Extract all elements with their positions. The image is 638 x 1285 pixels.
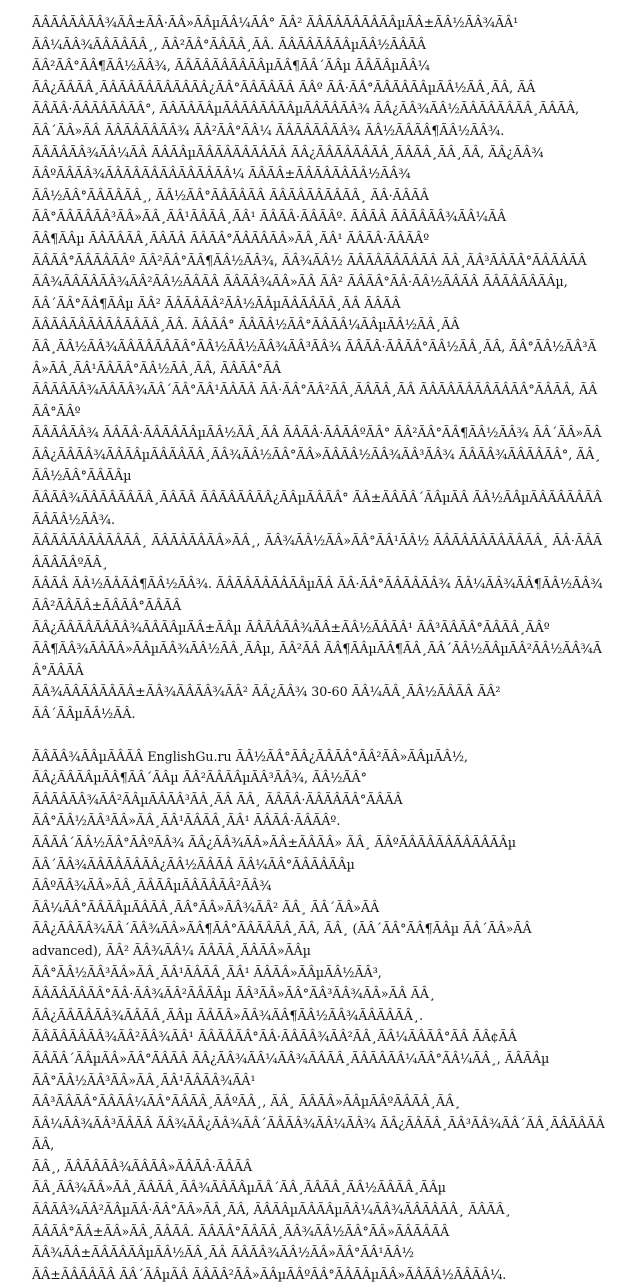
- paragraph-gap: [32, 725, 606, 746]
- paragraph-2: ÃÂÃÂ¾ÃÂµÃÂÃÂ EnglishGu.ru ÃÂ½ÃÂ°ÃÂ¿ÃÂÃÂ°ÃÂ²ÃÂ»ÃÂµÃÂ½, ÃÂ¿ÃÂÃÂµÃÂ¶ÃÂ´ÃÂµ ÃÂ²ÃÂÃÂµÃÂ³ÃÂ¾, ÃÂ½ÃÂ° ÃÂÃÂÃÂ¾ÃÂ²ÃÂµÃÂÃÂ³ÃÂ¸ÃÂ ÃÂ¸ ÃÂÃÂ·ÃÂÃÂÃÂ°ÃÂÃÂ ÃÂ°ÃÂ½ÃÂ³ÃÂ»ÃÂ¸ÃÂ¹ÃÂÃÂ¸ÃÂ¹ ÃÂÃÂ·ÃÂÃÂº. ÃÂÃÂ´ÃÂ½ÃÂ°ÃÂºÃÂ¾ ÃÂ¿ÃÂ¾ÃÂ»ÃÂ±ÃÂÃÂ» ÃÂ¸ ÃÂºÃÂÃÂÃÂÃÂÃÂÃÂµ ÃÂ´ÃÂ¾ÃÂÃÂÃÂÃÂ¿ÃÂ½ÃÂÃÂ ÃÂ¼ÃÂ°ÃÂÃÂÃÂµ ÃÂºÃÂ¾ÃÂ»ÃÂ¸ÃÂÃÂµÃÂÃÂÃÂ²ÃÂ¾ ÃÂ¼ÃÂ°ÃÂÃÂµÃÂÃÂ¸ÃÂ°ÃÂ»ÃÂ¾ÃÂ² ÃÂ¸ ÃÂ´ÃÂ»ÃÂ ÃÂ¿ÃÂÃÂ¾ÃÂ´ÃÂ¾ÃÂ»ÃÂ¶ÃÂ°ÃÂÃÂÃÂ¸ÃÂ, ÃÂ¸ (ÃÂ´ÃÂ°ÃÂ¶ÃÂµ ÃÂ´ÃÂ»ÃÂ advanced), ÃÂ² ÃÂ¾ÃÂ¼ ÃÂÃÂ¸ÃÂÃÂ»ÃÂµ ÃÂ°ÃÂ½ÃÂ³ÃÂ»ÃÂ¸ÃÂ¹ÃÂÃÂ¸ÃÂ¹ ÃÂÃÂ»ÃÂµÃÂ½ÃÂ³, ÃÂÃÂÃÂÃÂ°ÃÂ·ÃÂ¾ÃÂ²ÃÂÃÂµ ÃÂ³ÃÂ»ÃÂ°ÃÂ³ÃÂ¾ÃÂ»ÃÂ ÃÂ¸ ÃÂ¿ÃÂÃÂÃÂ¾ÃÂÃÂ¸ÃÂµ ÃÂÃÂ»ÃÂ¾ÃÂ¶ÃÂ½ÃÂ¾ÃÂÃÂÃÂ¸. ÃÂÃÂÃÂÃÂ¾ÃÂ²ÃÂ¾ÃÂ¹ ÃÂÃÂÃÂ°ÃÂ·ÃÂÃÂ¾ÃÂ²ÃÂ¸ÃÂ¼ÃÂÃÂ°ÃÂ ÃÂ¢ÃÂ ÃÂÃÂ´ÃÂµÃÂ»ÃÂ°ÃÂÃÂ ÃÂ¿ÃÂ¾ÃÂ¼ÃÂ¾ÃÂÃÂ¸ÃÂÃÂÃÂ¼ÃÂ°ÃÂ¼ÃÂ¸, ÃÂÃÂµ ÃÂ°ÃÂ½ÃÂ³ÃÂ»ÃÂ¸ÃÂ¹ÃÂÃÂ¾ÃÂ¹ ÃÂ³ÃÂÃÂ°ÃÂÃÂ¼ÃÂ°ÃÂÃÂ¸ÃÂºÃÂ¸, ÃÂ¸ ÃÂÃÂ»ÃÂµÃÂºÃÂÃÂ¸ÃÂ¸ ÃÂ¼ÃÂ¾ÃÂ³ÃÂÃÂ ÃÂ¾ÃÂ¿ÃÂ¾ÃÂ´ÃÂÃÂ¾ÃÂ¼ÃÂ¾ ÃÂ¿ÃÂÃÂ¸ÃÂ³ÃÂ¾ÃÂ´ÃÂ¸ÃÂÃÂÃÂÃÂ, ÃÂ¸, ÃÂÃÂÃÂ¾ÃÂÃÂ»ÃÂÃÂ·ÃÂÃÂ ÃÂ¸ÃÂ¾ÃÂ»ÃÂ¸ÃÂÃÂ¸ÃÂ¾ÃÂÃÂµÃÂ´ÃÂ¸ÃÂÃÂ¸ÃÂ½ÃÂÃÂ¸ÃÂµ ÃÂÃÂ¾ÃÂ²ÃÂµÃÂ·ÃÂ°ÃÂ»ÃÂ¸ÃÂ, ÃÂÃÂµÃÂÃÂµÃÂ¼ÃÂ¾ÃÂÃÂÃÂ¸ ÃÂÃÂ¸ ÃÂÃÂ°ÃÂ±ÃÂ»ÃÂ¸ÃÂÃÂ. ÃÂÃÂ°ÃÂÃÂ¸ÃÂ¾ÃÂ½ÃÂ°ÃÂ»ÃÂÃÂÃÂ ÃÂ¾ÃÂ±ÃÂÃÂÃÂµÃÂ½ÃÂ¸ÃÂ ÃÂÃÂ¾ÃÂ½ÃÂ»ÃÂ°ÃÂ¹ÃÂ½ ÃÂ±ÃÂÃÂÃÂ ÃÂ´ÃÂµÃÂ ÃÂÃÂ²ÃÂ»ÃÂµÃÂºÃÂ°ÃÂÃÂµÃÂ»ÃÂÃÂ½ÃÂÃÂ¼.: [32, 748, 605, 1282]
- document-body: [32, 12, 606, 1285]
- paragraph-1: ÃÂÃÂÃÂÃÂ¾ÃÂ±ÃÂ·ÃÂ»ÃÂµÃÂ¼ÃÂ° ÃÂ² ÃÂÃÂÃÂÃÂÃÂµÃÂ±ÃÂ½ÃÂ¾ÃÂ¹ ÃÂ¼ÃÂ¾ÃÂÃÂÃÂ¸, ÃÂ²ÃÂ°ÃÂÃÂ¸ÃÂ. ÃÂÃÂÃÂÃÂµÃÂ½ÃÂÃÂ ÃÂ²ÃÂ°ÃÂ¶ÃÂ½ÃÂ¾, ÃÂÃÂÃÂÃÂÃÂµÃÂ¶ÃÂ´ÃÂµ ÃÂÃÂµÃÂ¼ ÃÂ¿ÃÂÃÂ¸ÃÂÃÂÃÂÃÂÃÂÃÂ¿ÃÂ°ÃÂÃÂÃÂ ÃÂº ÃÂ·ÃÂ°ÃÂÃÂÃÂµÃÂ½ÃÂ¸ÃÂ, ÃÂ ÃÂÃÂ·ÃÂÃÂÃÂÃÂ°, ÃÂÃÂÃÂµÃÂÃÂÃÂÃÂµÃÂÃÂÃÂ¾ ÃÂ¿ÃÂ¾ÃÂ½ÃÂÃÂÃÂÃÂ¸ÃÂÃÂ, ÃÂ´ÃÂ»ÃÂ ÃÂÃÂÃÂÃÂ¾ ÃÂ²ÃÂ°ÃÂ¼ ÃÂÃÂÃÂÃÂ¾ ÃÂ½ÃÂÃÂ¶ÃÂ½ÃÂ¾. ÃÂÃÂÃÂ¾ÃÂ¼ÃÂ ÃÂÃÂµÃÂÃÂÃÂÃÂÃÂ ÃÂ¿ÃÂÃÂÃÂÃÂ¸ÃÂÃÂ¸ÃÂ¸ÃÂ, ÃÂ¿ÃÂ¾ ÃÂºÃÂÃÂ¾ÃÂÃÂÃÂÃÂÃÂÃÂÃÂ¼ ÃÂÃÂ±ÃÂÃÂÃÂÃÂ½ÃÂ¾ ÃÂ½ÃÂ°ÃÂÃÂÃÂ¸, ÃÂ½ÃÂ°ÃÂÃÂÃÂ ÃÂÃÂÃÂÃÂÃÂ¸ ÃÂ·ÃÂÃÂ ÃÂ°ÃÂÃÂÃÂ³ÃÂ»ÃÂ¸ÃÂ¹ÃÂÃÂ¸ÃÂ¹ ÃÂÃÂ·ÃÂÃÂº. ÃÂÃÂ ÃÂÃÂÃÂ¾ÃÂ¼ÃÂ ÃÂ¶ÃÂµ ÃÂÃÂÃÂ¸ÃÂÃÂ ÃÂÃÂ°ÃÂÃÂÃÂ»ÃÂ¸ÃÂ¹ ÃÂÃÂ·ÃÂÃÂº ÃÂÃÂ°ÃÂÃÂÃÂº ÃÂ²ÃÂ°ÃÂ¶ÃÂ½ÃÂ¾, ÃÂ¾ÃÂ½ ÃÂÃÂÃÂÃÂÃÂ ÃÂ¸ÃÂ³ÃÂÃÂ°ÃÂÃÂÃÂ ÃÂ¾ÃÂÃÂÃÂ¾ÃÂ²ÃÂ½ÃÂÃÂ ÃÂÃÂ¾ÃÂ»ÃÂ ÃÂ² ÃÂÃÂ°ÃÂ·ÃÂ½ÃÂÃÂ ÃÂÃÂÃÂÃÂµ, ÃÂ´ÃÂ°ÃÂ¶ÃÂµ ÃÂ² ÃÂÃÂÃÂ²ÃÂ½ÃÂµÃÂÃÂÃÂ¸ÃÂ ÃÂÃÂ ÃÂÃÂÃÂÃÂÃÂÃÂÃÂ¸ÃÂ. ÃÂÃÂ° ÃÂÃÂ½ÃÂ°ÃÂÃÂ¼ÃÂµÃÂ½ÃÂ¸ÃÂ ÃÂ¸ÃÂ½ÃÂ¾ÃÂÃÂÃÂÃÂ°ÃÂ½ÃÂ½ÃÂ¾ÃÂ³ÃÂ¾ ÃÂÃÂ·ÃÂÃÂ°ÃÂ½ÃÂ¸ÃÂ, ÃÂ°ÃÂ½ÃÂ³ÃÂ»ÃÂ¸ÃÂ¹ÃÂÃÂ°ÃÂ½ÃÂ¸ÃÂ, ÃÂÃÂ°ÃÂ ÃÂÃÂÃÂ¾ÃÂÃÂ¾ÃÂ´ÃÂ°ÃÂ¹ÃÂÃÂ ÃÂ·ÃÂ°ÃÂ²ÃÂ¸ÃÂÃÂ¸ÃÂ ÃÂÃÂÃÂÃÂÃÂÃÂ°ÃÂÃÂ, ÃÂÃÂ°ÃÂº ÃÂÃÂÃÂ¾ ÃÂÃÂ·ÃÂÃÂÃÂµÃÂ½ÃÂ¸ÃÂ ÃÂÃÂ·ÃÂÃÂºÃÂ° ÃÂ²ÃÂ°ÃÂ¶ÃÂ½ÃÂ¾ ÃÂ´ÃÂ»ÃÂ ÃÂ¿ÃÂÃÂ¾ÃÂÃÂµÃÂÃÂÃÂ¸ÃÂ¾ÃÂ½ÃÂ°ÃÂ»ÃÂÃÂ½ÃÂ¾ÃÂ³ÃÂ¾ ÃÂÃÂ¾ÃÂÃÂÃÂ°, ÃÂ¸ÃÂ½ÃÂ°ÃÂÃÂµ ÃÂÃÂ¾ÃÂÃÂÃÂÃÂ¸ÃÂÃÂ ÃÂÃÂÃÂÃÂ¿ÃÂµÃÂÃÂ° ÃÂ±ÃÂÃÂ´ÃÂµÃÂ ÃÂ½ÃÂµÃÂÃÂÃÂÃÂÃÂÃÂ½ÃÂ¾. ÃÂÃÂÃÂÃÂÃÂÃÂ¸ ÃÂÃÂÃÂÃÂ»ÃÂ¸, ÃÂ¾ÃÂ½ÃÂ»ÃÂ°ÃÂ¹ÃÂ½ ÃÂÃÂÃÂÃÂÃÂÃÂ¸ ÃÂ·ÃÂÃÂÃÂÃÂºÃÂ¸ ÃÂÃÂ ÃÂ½ÃÂÃÂ¶ÃÂ½ÃÂ¾. ÃÂÃÂÃÂÃÂÃÂµÃÂ ÃÂ·ÃÂ°ÃÂÃÂÃÂ¾ ÃÂ¼ÃÂ¾ÃÂ¶ÃÂ½ÃÂ¾ ÃÂ²ÃÂÃÂ±ÃÂÃÂ°ÃÂÃÂ ÃÂ¿ÃÂÃÂÃÂÃÂ¾ÃÂÃÂµÃÂ±ÃÂµ ÃÂÃÂÃÂ¾ÃÂ±ÃÂ½ÃÂÃÂ¹ ÃÂ³ÃÂÃÂ°ÃÂÃÂ¸ÃÂº ÃÂ¶ÃÂ¾ÃÂÃÂ»ÃÂµÃÂ¾ÃÂ½ÃÂ¸ÃÂµ, ÃÂ²ÃÂ ÃÂ¶ÃÂµÃÂ¶ÃÂ¸ÃÂ´ÃÂ½ÃÂµÃÂ²ÃÂ½ÃÂ¾ÃÂ°ÃÂÃÂ ÃÂ¾ÃÂÃÂÃÂÃÂ±ÃÂ¾ÃÂÃÂ¾ÃÂ² ÃÂ¿ÃÂ¾ 30-60 ÃÂ¼ÃÂ¸ÃÂ½ÃÂÃÂ ÃÂ² ÃÂ´ÃÂµÃÂ½ÃÂ.: [32, 15, 603, 721]
